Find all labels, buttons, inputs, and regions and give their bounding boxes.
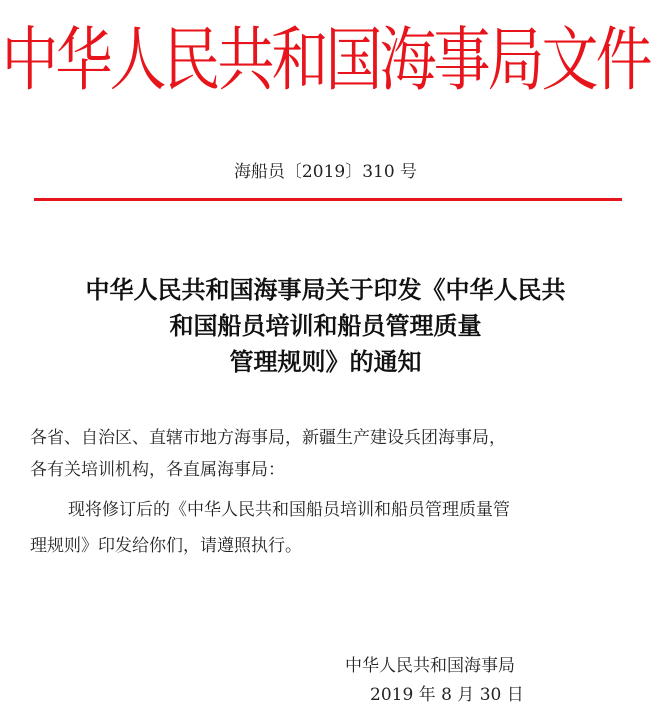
document-number: 海船员〔2019〕310 号 xyxy=(233,162,418,182)
salutation-line: 各有关培训机构，各直属海事局： xyxy=(30,460,285,480)
notice-title-line: 中华人民共和国海事局关于印发《中华人民共 xyxy=(85,276,566,304)
signature-date: 2019 年 8 月 30 日 xyxy=(370,685,524,705)
notice-title-line: 和国船员培训和船员管理质量 xyxy=(169,312,482,340)
signature-issuer: 中华人民共和国海事局 xyxy=(345,656,515,676)
body-line: 现将修订后的《中华人民共和国船员培训和船员管理质量管 xyxy=(68,500,510,520)
notice-title-line: 管理规则》的通知 xyxy=(229,348,422,376)
salutation xyxy=(30,422,622,486)
body-line: 理规则》印发给你们，请遵照执行。 xyxy=(30,536,302,556)
red-divider-line xyxy=(34,198,622,201)
salutation-line: 各省、自治区、直辖市地方海事局，新疆生产建设兵团海事局， xyxy=(30,428,506,448)
body-paragraph xyxy=(30,492,626,564)
notice-title xyxy=(0,272,651,380)
document-header-title: 中华人民共和国海事局文件 xyxy=(1,20,650,101)
